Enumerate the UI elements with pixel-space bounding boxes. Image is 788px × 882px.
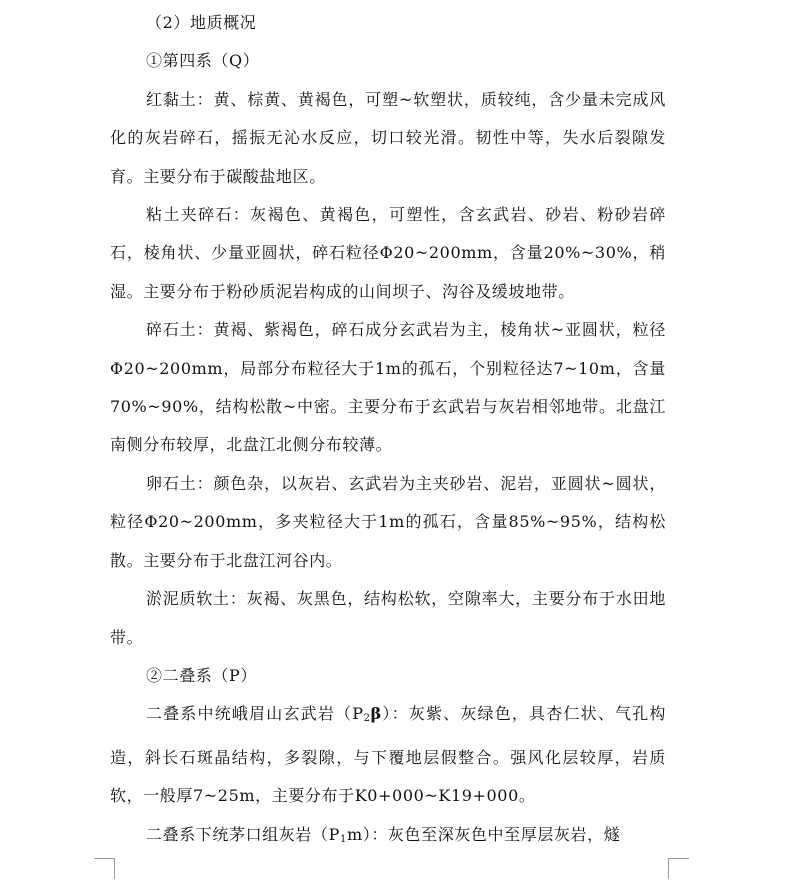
paragraph-emeishan-basalt [110, 695, 666, 815]
emeishan-prefix: 二叠系中统峨眉山玄武岩（P [146, 704, 364, 724]
subsection-heading-quaternary: ①第四系（Q） [146, 51, 260, 71]
maokou-letter: m [346, 824, 363, 844]
paragraph-silty-soft-soil: 淤泥质软土：灰褐、灰黑色，结构松软，空隙率大，主要分布于水田地带。 [110, 589, 666, 647]
emeishan-subscript: 2 [363, 713, 371, 725]
emeishan-suffix: ）：灰紫、灰绿色，具杏仁状、气孔构造，斜长石斑晶结构，多裂隙，与下覆地层假整合。强风化层较厚，岩质软，一般厚7~25m，主要分布于K0+000~K19+000。 [110, 704, 666, 806]
paragraph-pebble-soil: 卵石土：颜色杂，以灰岩、玄武岩为主夹砂岩、泥岩，亚圆状~圆状，粒径Φ20~200mm，多夹粒径大于1m的孤石，含量85%~95%，结构松散。主要分布于北盘江河谷内。 [110, 473, 666, 570]
paragraph-gravel-soil: 碎石土：黄褐、紫褐色，碎石成分玄武岩为主，棱角状~亚圆状，粒径Φ20~200mm，局部分布粒径大于1m的孤石，个别粒径达7~10m，含量70%~90%，结构松散~中密。主要分布于玄武岩与灰岩相邻地带。北盘江南侧分布较厚，北盘江北侧分布较薄。 [110, 320, 666, 455]
paragraph-clay-with-gravel: 粘土夹碎石：灰褐色、黄褐色，可塑性，含玄武岩、砂岩、粉砂岩碎石，棱角状、少量亚圆状，碎石粒径Φ20~200mm，含量20%~30%，稍湿。主要分布于粉砂质泥岩构成的山间坝子、沟谷及缓坡地带。 [110, 205, 666, 301]
maokou-subscript: 1 [339, 833, 347, 845]
paragraph-red-clay: 红黏土：黄、棕黄、黄褐色，可塑~软塑状，质较纯，含少量未完成风化的灰岩碎石，摇振无沁水反应，切口较光滑。韧性中等，失水后裂隙发育。主要分布于碳酸盐地区。 [110, 89, 666, 186]
emeishan-beta-symbol: β [370, 704, 382, 724]
page-corner-mark-right [668, 858, 689, 879]
section-heading: （2）地质概况 [146, 13, 257, 32]
maokou-prefix: 二叠系下统茅口组灰岩（P [146, 824, 340, 844]
document-body [110, 4, 666, 859]
page-corner-mark-left [94, 858, 115, 879]
subsection-heading-permian: ②二叠系（P） [146, 665, 257, 685]
paragraph-maokou-limestone [110, 816, 666, 859]
maokou-suffix: ）：灰色至深灰色中至厚层灰岩，燧 [362, 824, 621, 844]
